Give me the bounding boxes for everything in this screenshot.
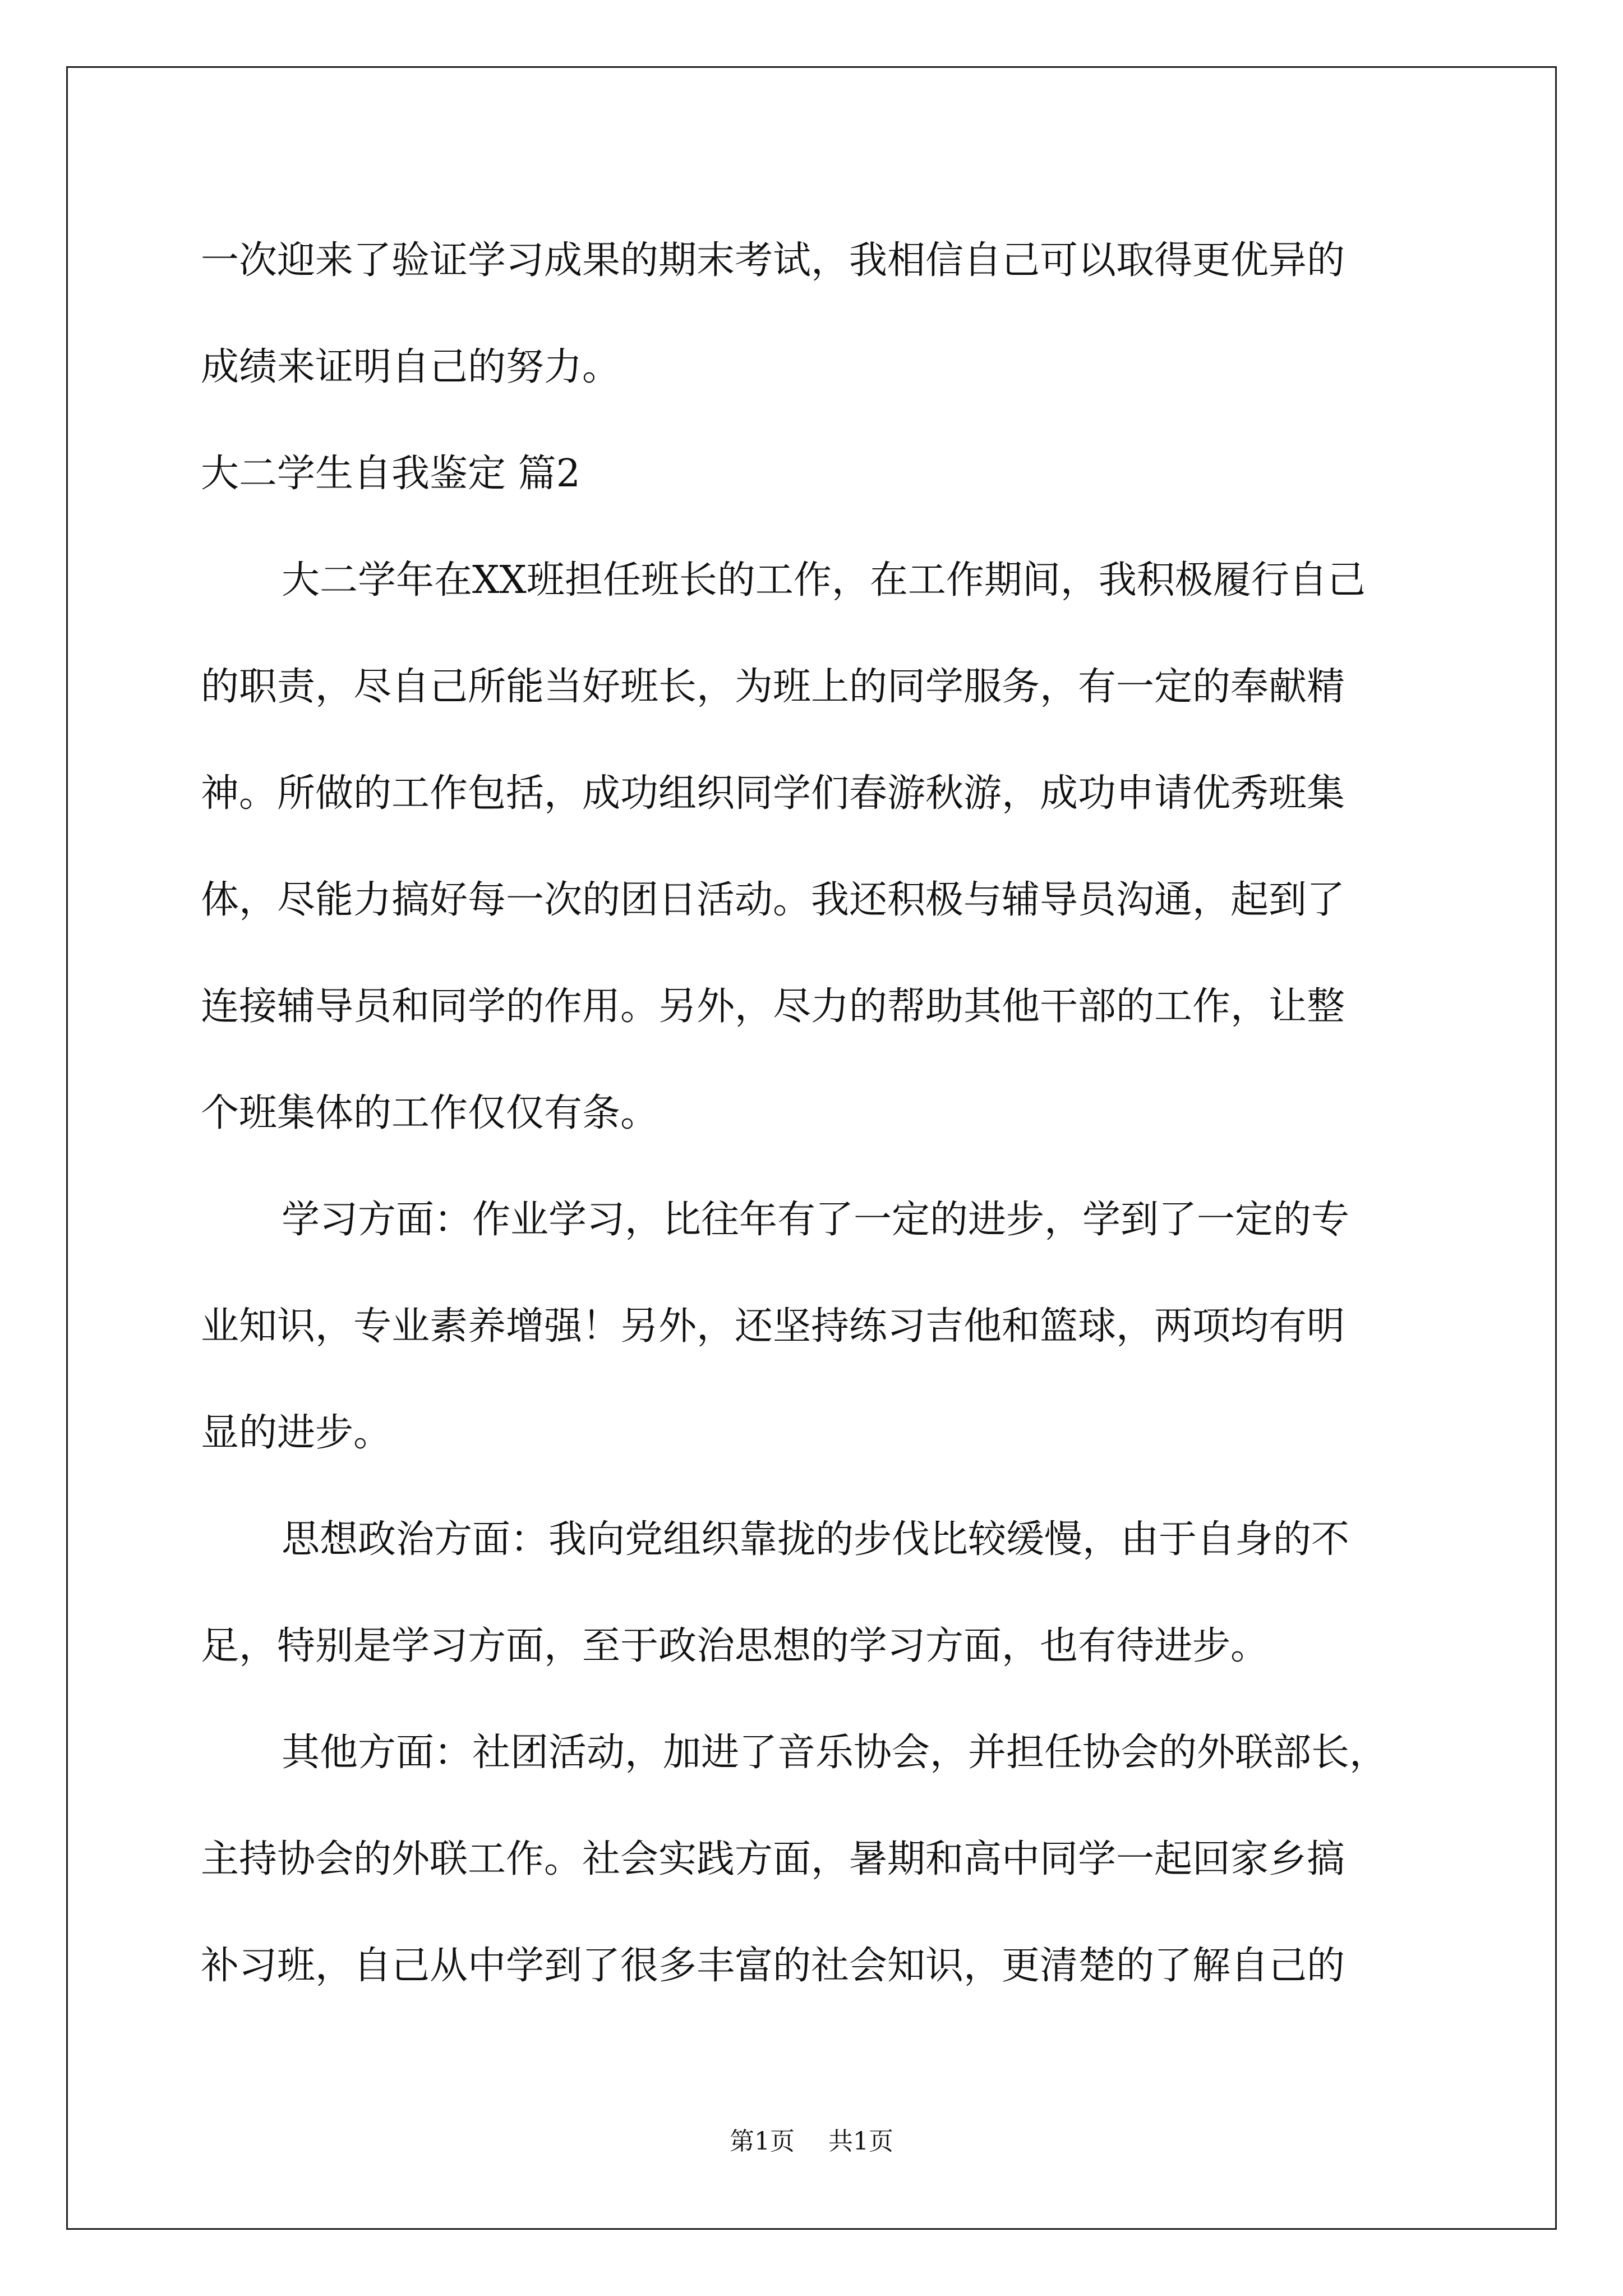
text-line: 一次迎来了验证学习成果的期末考试，我相信自己可以取得更优异的 — [201, 238, 1345, 283]
text-line: 的职责，尽自己所能当好班长，为班上的同学服务，有一定的奉献精 — [201, 665, 1345, 709]
paragraph-start: 思想政治方面：我向党组织靠拢的步伐比较缓慢，由于自身的不 — [282, 1517, 1350, 1562]
text-line: 连接辅导员和同学的作用。另外，尽力的帮助其他干部的工作，让整 — [201, 984, 1345, 1029]
text-line: 个班集体的工作仅仅有条。 — [201, 1091, 659, 1135]
text-line: 体，尽能力搞好每一次的团日活动。我还积极与辅导员沟通，起到了 — [201, 878, 1345, 922]
page-footer — [0, 2125, 1623, 2159]
text-line: 业知识，专业素养增强！另外，还坚持练习吉他和篮球，两项均有明 — [201, 1304, 1345, 1349]
text-line: 显的进步。 — [201, 1411, 392, 1455]
paragraph-start: 学习方面：作业学习，比往年有了一定的进步，学到了一定的专 — [282, 1198, 1350, 1242]
page-number: 第1页 — [730, 2127, 795, 2156]
text-line: 成绩来证明自己的努力。 — [201, 345, 621, 389]
paragraph-start: 其他方面：社团活动，加进了音乐协会，并担任协会的外联部长， — [282, 1731, 1388, 1775]
document-body — [201, 208, 1429, 2019]
paragraph-start: 大二学年在XX班担任班长的工作，在工作期间，我积极履行自己 — [282, 558, 1366, 602]
text-line: 主持协会的外联工作。社会实践方面，暑期和高中同学一起回家乡搞 — [201, 1837, 1345, 1881]
text-line: 补习班，自己从中学到了很多丰富的社会知识，更清楚的了解自己的 — [201, 1944, 1345, 1988]
text-line: 足，特别是学习方面，至于政治思想的学习方面，也有待进步。 — [201, 1624, 1269, 1668]
section-heading: 大二学生自我鉴定 篇2 — [201, 452, 580, 496]
page-total: 共1页 — [828, 2127, 893, 2156]
text-line: 神。所做的工作包括，成功组织同学们春游秋游，成功申请优秀班集 — [201, 771, 1345, 816]
